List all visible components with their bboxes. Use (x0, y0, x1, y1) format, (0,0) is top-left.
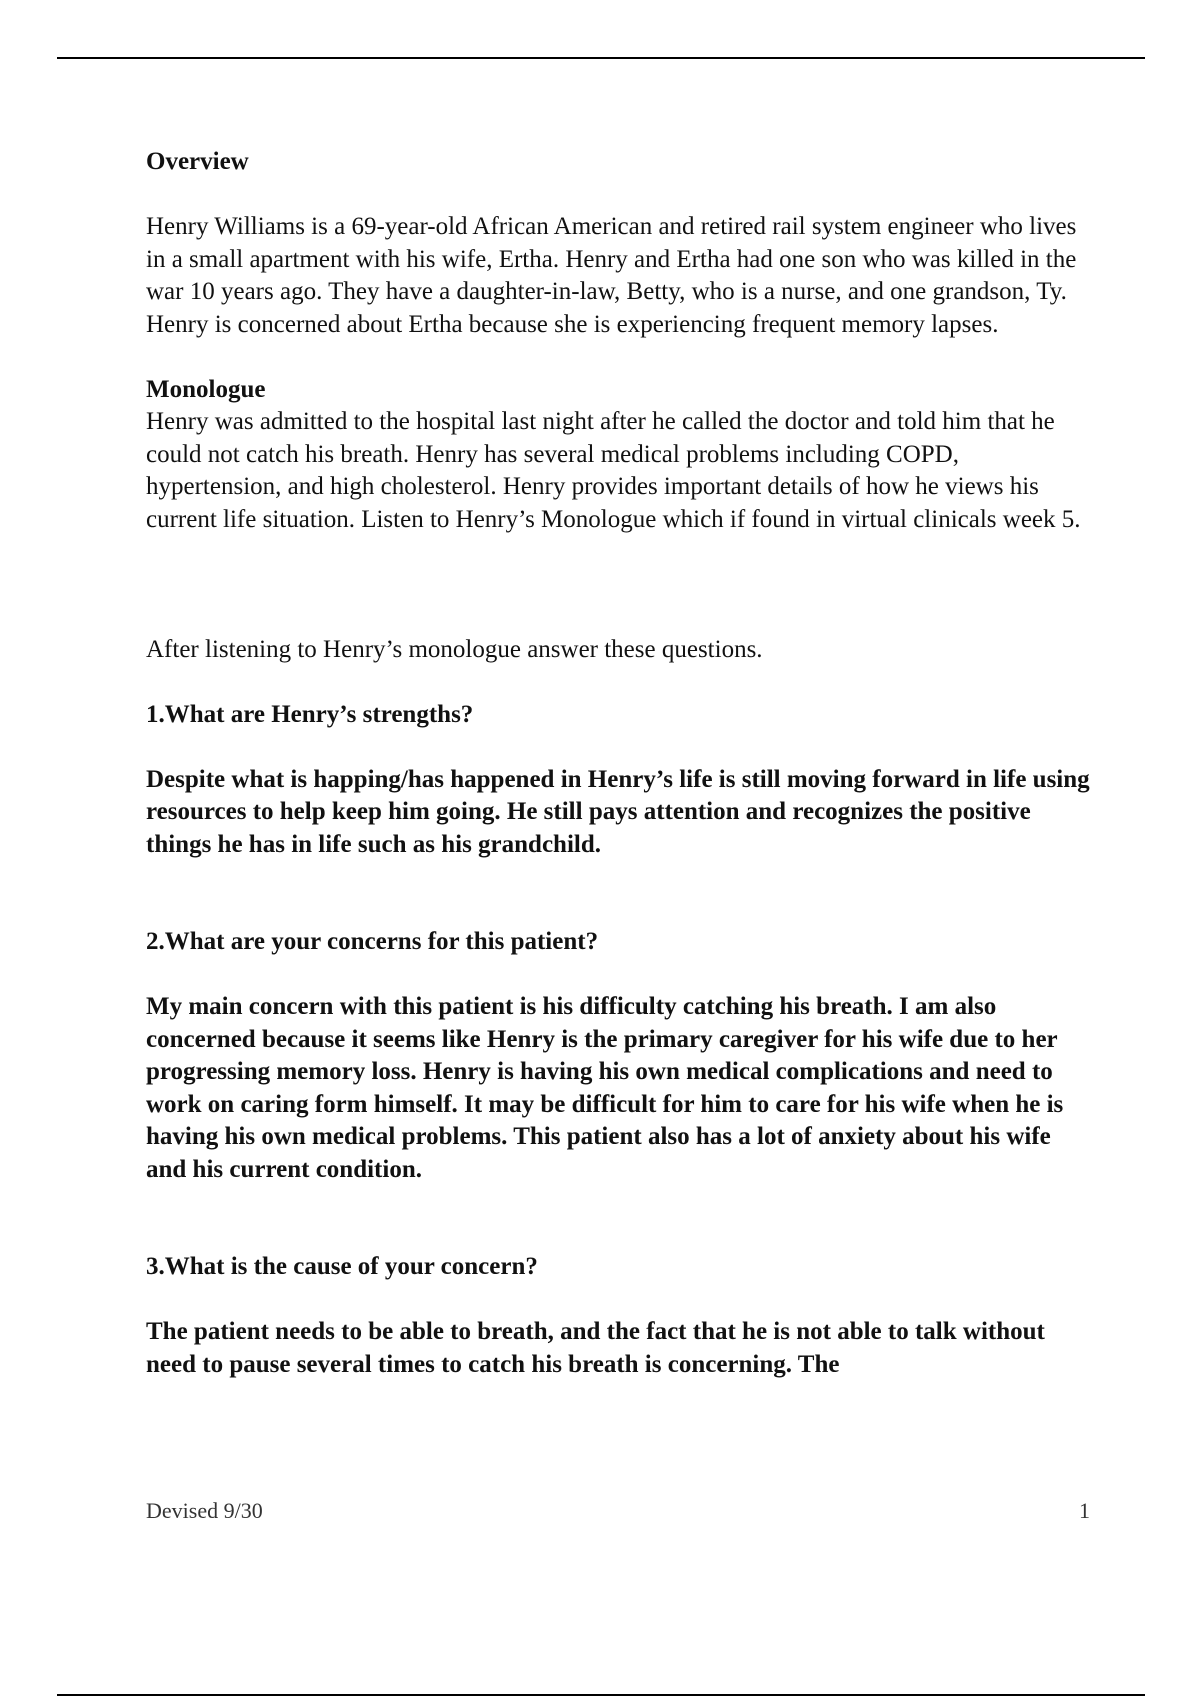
question-1: 1.What are Henry’s strengths? (146, 700, 474, 728)
answer-3: The patient needs to be able to breath, and the fact that he is not able to talk without need to pause several times to catch his breath is concerning. The (146, 1318, 1045, 1378)
footer-rule (57, 1694, 1145, 1696)
footer-revision-text: Devised 9/30 (146, 1498, 263, 1523)
instruction-text: After listening to Henry’s monologue answer these questions. (146, 635, 763, 663)
overview-heading: Overview (146, 148, 249, 175)
header-rule (57, 57, 1145, 59)
question-3: 3.What is the cause of your concern? (146, 1253, 538, 1280)
page-footer (146, 1496, 1090, 1526)
monologue-paragraph: Henry was admitted to the hospital last night after he called the doctor and told him that he could not catch his breath. Henry has several medical problems including COPD, hypertension, and high cholesterol. Henry provides important details of how he views his current life situation. Listen to Henry’s Monologue which if found in virtual clinicals week 5. (146, 408, 1081, 533)
page-number: 1 (1079, 1498, 1090, 1523)
overview-paragraph: Henry Williams is a 69-year-old African American and retired rail system engineer who lives in a small apartment with his wife, Ertha. Henry and Ertha had one son who was killed in the war 10 years ago. They have a daughter-in-law, Betty, who is a nurse, and one grandson, Ty. Henry is concerned about Ertha because she is experiencing frequent memory lapses. (146, 213, 1077, 338)
document-body (146, 146, 1096, 1381)
monologue-heading: Monologue (146, 375, 266, 403)
question-2: 2.What are your concerns for this patient? (146, 928, 599, 955)
answer-1: Despite what is happing/has happened in Henry’s life is still moving forward in life using resources to help keep him going. He still pays attention and recognizes the positive things he has in life such as his grandchild. (146, 765, 1090, 858)
answer-2: My main concern with this patient is his difficulty catching his breath. I am also concerned because it seems like Henry is the primary caregiver for his wife due to her progressing memory loss. Henry is having his own medical complications and need to work on caring form himself. It may be difficult for him to care for his wife when he is having his own medical problems. This patient also has a lot of anxiety about his wife and his current condition. (146, 993, 1064, 1183)
